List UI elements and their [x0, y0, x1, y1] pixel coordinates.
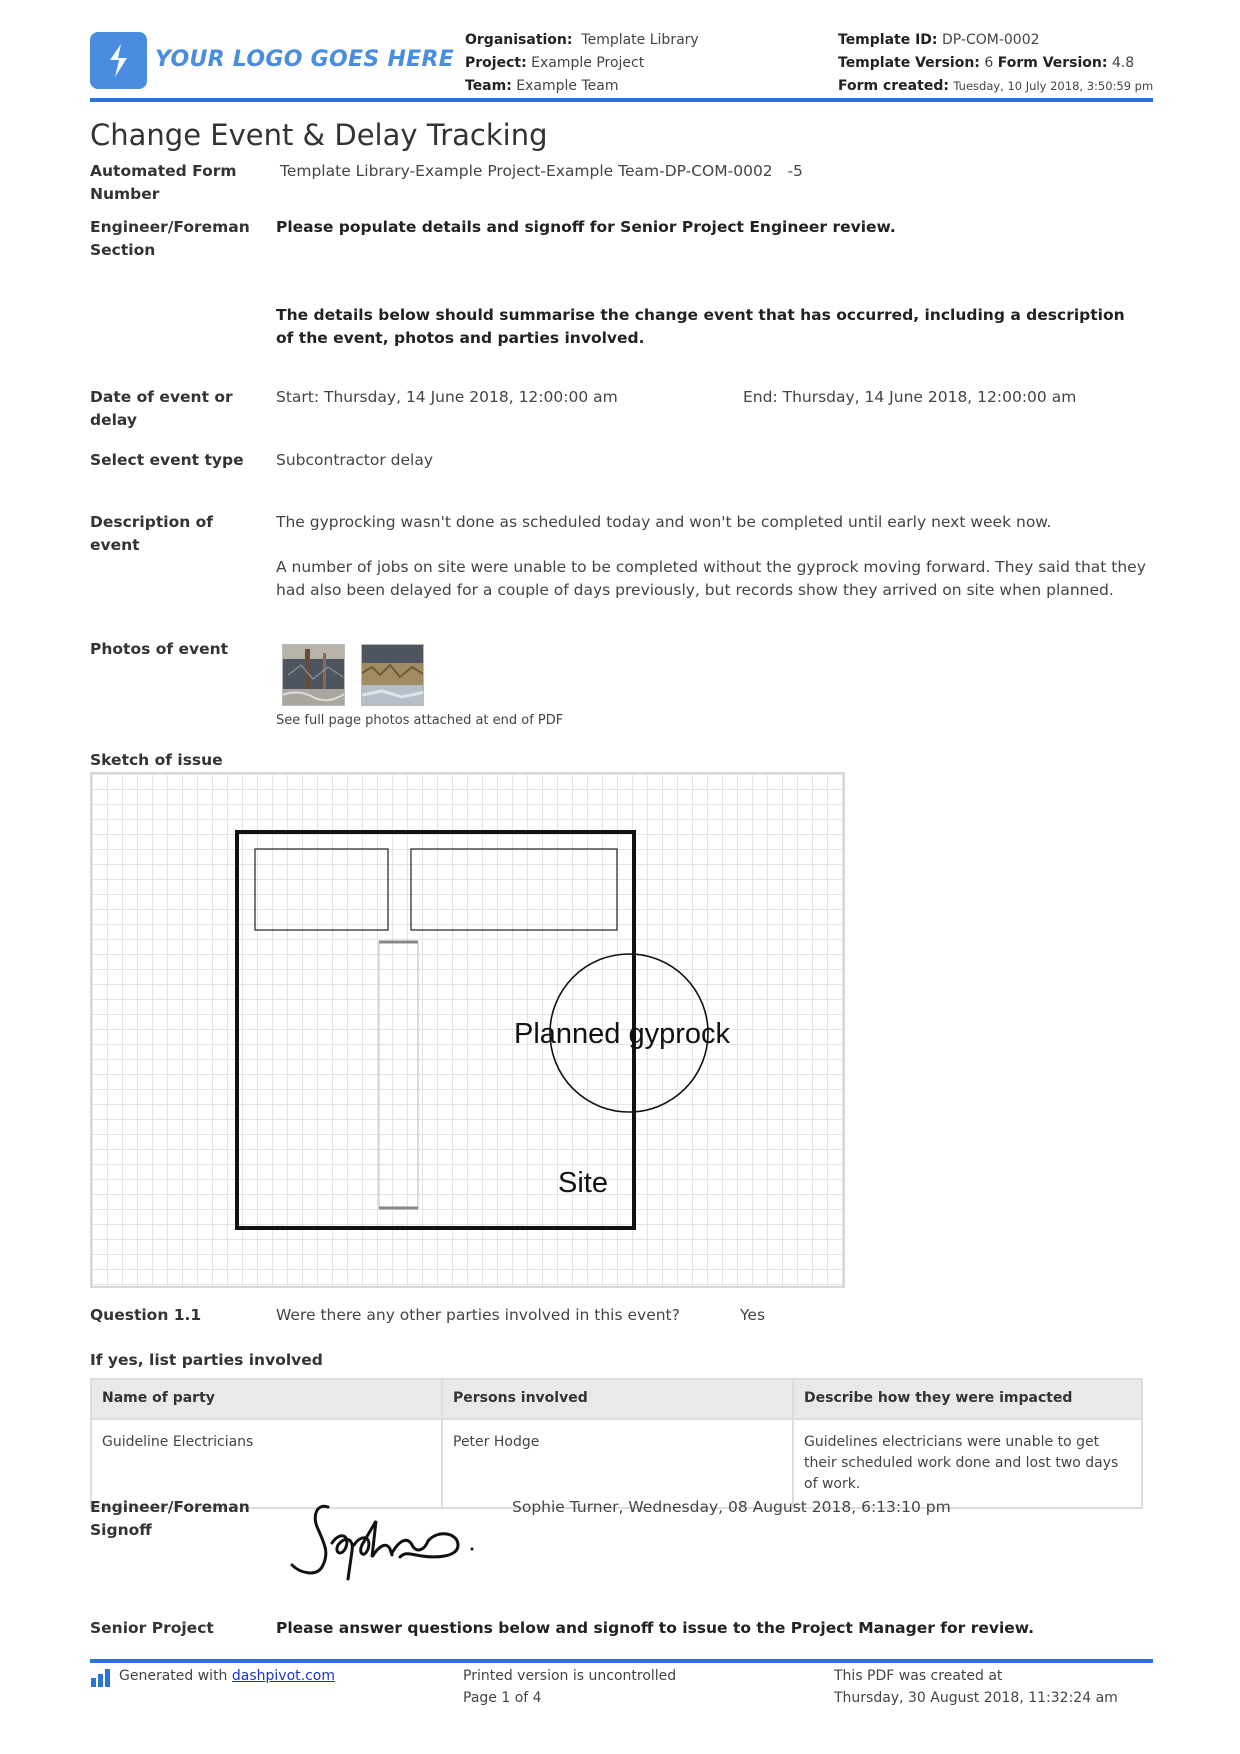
question-text: Were there any other parties involved in this event?: [276, 1306, 680, 1324]
signature-image: [288, 1495, 478, 1589]
header-rule: [90, 98, 1153, 102]
pdf-created-date: Thursday, 30 August 2018, 11:32:24 am: [834, 1690, 1118, 1706]
site-text: Site: [558, 1167, 608, 1199]
room-left: [255, 849, 388, 930]
question-label: Question 1.1: [90, 1306, 202, 1324]
description-p2: A number of jobs on site were unable to be completed without the gyprock moving forward. They said that they had also been delayed for a couple of days previously, but records show they arrived on site when planned.: [276, 558, 1146, 599]
table-header: Name of party: [91, 1379, 442, 1419]
page-number: Page 1 of 4: [463, 1690, 542, 1706]
photos-note: See full page photos attached at end of PDF: [276, 713, 564, 728]
printed-note: Printed version is uncontrolled: [463, 1668, 677, 1684]
date-label: Date of event or delay: [90, 388, 233, 429]
parties-table: [90, 1378, 1143, 1509]
description-p1: The gyprocking wasn't done as scheduled today and won't be completed until early next week now.: [276, 513, 1052, 531]
senior-text: Please answer questions below and signoff to issue to the Project Manager for review.: [276, 1619, 1035, 1637]
table-header: Describe how they were impacted: [793, 1379, 1142, 1419]
form-number-label: Automated Form Number: [90, 162, 237, 203]
team-line: Team: Example Team: [465, 78, 619, 94]
sketch-label: Sketch of issue: [90, 751, 223, 769]
sketch-drawing: [92, 774, 843, 1286]
event-type-label: Select event type: [90, 451, 244, 469]
dashpivot-link[interactable]: dashpivot.com: [231, 1668, 335, 1684]
summary-instruction: The details below should summarise the change event that has occurred, including a description of the event, photos and parties involved.: [276, 306, 1125, 347]
logo-text: YOUR LOGO GOES HERE: [155, 47, 455, 72]
table-row: [91, 1419, 1142, 1508]
signoff-value: Sophie Turner, Wednesday, 08 August 2018, 6:13:10 pm: [512, 1498, 951, 1516]
table-cell: Peter Hodge: [442, 1419, 793, 1508]
engineer-section-text: Please populate details and signoff for Senior Project Engineer review.: [276, 218, 896, 236]
photos-label: Photos of event: [90, 640, 229, 658]
template-version-line: Template Version: 6 Form Version: 4.8: [838, 55, 1135, 71]
date-start: Start: Thursday, 14 June 2018, 12:00:00 am: [276, 388, 618, 406]
event-photo-2[interactable]: [361, 644, 424, 706]
dashpivot-icon: [90, 1668, 114, 1692]
page-title: Change Event & Delay Tracking: [90, 118, 548, 152]
logo-mark: [90, 32, 147, 89]
footer-rule: [90, 1659, 1153, 1663]
question-answer: Yes: [740, 1306, 766, 1324]
engineer-section-label: Engineer/Foreman Section: [90, 218, 250, 259]
project-line: Project: Example Project: [465, 55, 645, 71]
event-type-value: Subcontractor delay: [276, 451, 434, 469]
signoff-label: Engineer/Foreman Signoff: [90, 1498, 250, 1539]
form-created-line: Form created: Tuesday, 10 July 2018, 3:50:59 pm: [838, 78, 1154, 94]
table-cell: Guidelines electricians were unable to get their scheduled work done and lost two days of work.: [793, 1419, 1142, 1508]
template-id-line: Template ID: DP-COM-0002: [838, 32, 1040, 48]
logo-icon: [90, 32, 147, 89]
form-number-value: Template Library-Example Project-Example Team-DP-COM-0002 -5: [280, 162, 803, 180]
room-right: [411, 849, 617, 930]
date-end: End: Thursday, 14 June 2018, 12:00:00 am: [743, 388, 1077, 406]
table-cell: Guideline Electricians: [91, 1419, 442, 1508]
corridor: [379, 942, 418, 1208]
planned-gyprock-text: Planned gyprock: [514, 1018, 731, 1050]
senior-label: Senior Project: [90, 1619, 214, 1637]
sketch-canvas: [90, 772, 845, 1288]
generated-with: Generated with dashpivot.com: [119, 1668, 335, 1684]
table-header: Persons involved: [442, 1379, 793, 1419]
parties-label: If yes, list parties involved: [90, 1351, 323, 1369]
table-header-row: [91, 1379, 1142, 1419]
organisation-line: Organisation: Template Library: [465, 32, 699, 48]
description-label: Description of event: [90, 513, 214, 554]
event-photo-1[interactable]: [282, 644, 345, 706]
pdf-created-note: This PDF was created at: [834, 1668, 1003, 1684]
